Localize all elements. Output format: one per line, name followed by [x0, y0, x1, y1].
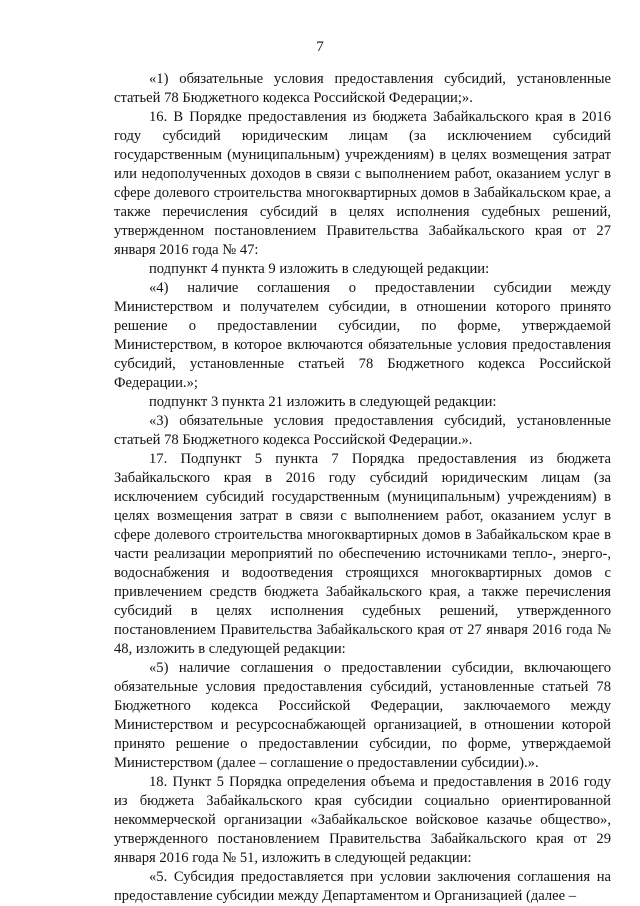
document-body — [114, 70, 611, 906]
paragraph-amendment-subpoint-4: «4) наличие соглашения о предоставлении субсидии между Министерством и получателем субсидии, в отношении которого принято решение о предоставлении субсидии, по форме, утверждаемой Министерством, в которое включаются обязательные условия предоставления субсидий, установленные статьей 78 Бюджетного кодекса Российской Федерации.»; — [114, 280, 611, 391]
paragraph-amendment-point-5: «5. Субсидия предоставляется при условии заключения соглашения на предоставление субсидии между Департаментом и Организацией (далее – — [114, 869, 611, 904]
paragraph-item-16: 16. В Порядке предоставления из бюджета Забайкальского края в 2016 году субсидий юридическим лицам (за исключением субсидий государственным (муниципальным) учреждениям) в целях возмещения затрат или недополученных доходов в связи с выполнением работ, оказанием услуг в сфере долевого строительства многоквартирных домов в Забайкальском крае, а также перечисления субсидий в целях исполнения судебных решений, утвержденном постановлением Правительства Забайкальского края от 27 января 2016 года № 47: — [114, 109, 611, 258]
paragraph-item-17: 17. Подпункт 5 пункта 7 Порядка предоставления из бюджета Забайкальского края в 2016 году субсидий юридическим лицам (за исключением субсидий государственным (муниципальным) учреждениям) в целях возмещения затрат в связи с выполнением работ, оказанием услуг в сфере долевого строительства многоквартирных домов в Забайкальском крае в части реализации мероприятий по обеспечению источниками тепло-, энерго-, водоснабжения и водоотведения строящихся многоквартирных домов с привлечением средств бюджета Забайкальского края, а также перечисления субсидий в целях исполнения судебных решений, утвержденного постановлением Правительства Забайкальского края от 27 января 2016 года № 48, изложить в следующей редакции: — [114, 451, 611, 657]
paragraph-amendment-subpoint-5: «5) наличие соглашения о предоставлении субсидии, включающего обязательные условия предоставления субсидий, установленные статьей 78 Бюджетного кодекса Российской Федерации, заключаемого между Министерством и ресурсоснабжающей организацией, в отношении которой принято решение о предоставлении субсидии, по форме, утверждаемой Министерством (далее – соглашение о предоставлении субсидии).». — [114, 660, 611, 771]
page-number: 7 — [316, 39, 324, 55]
paragraph-item-18: 18. Пункт 5 Порядка определения объема и предоставления в 2016 году из бюджета Забайкальского края субсидии социально ориентированной некоммерческой организации «Забайкальское войсковое казачье общество», утвержденного постановлением Правительства Забайкальского края от 29 января 2016 года № 51, изложить в следующей редакции: — [114, 774, 611, 866]
paragraph-subpoint-4-point-9: подпункт 4 пункта 9 изложить в следующей редакции: — [149, 261, 490, 277]
paragraph-amendment-subpoint-1: «1) обязательные условия предоставления субсидий, установленные статьей 78 Бюджетного кодекса Российской Федерации;». — [114, 71, 611, 106]
paragraph-amendment-subpoint-3: «3) обязательные условия предоставления субсидий, установленные статьей 78 Бюджетного кодекса Российской Федерации.». — [114, 413, 611, 448]
paragraph-subpoint-3-point-21: подпункт 3 пункта 21 изложить в следующей редакции: — [149, 394, 497, 410]
